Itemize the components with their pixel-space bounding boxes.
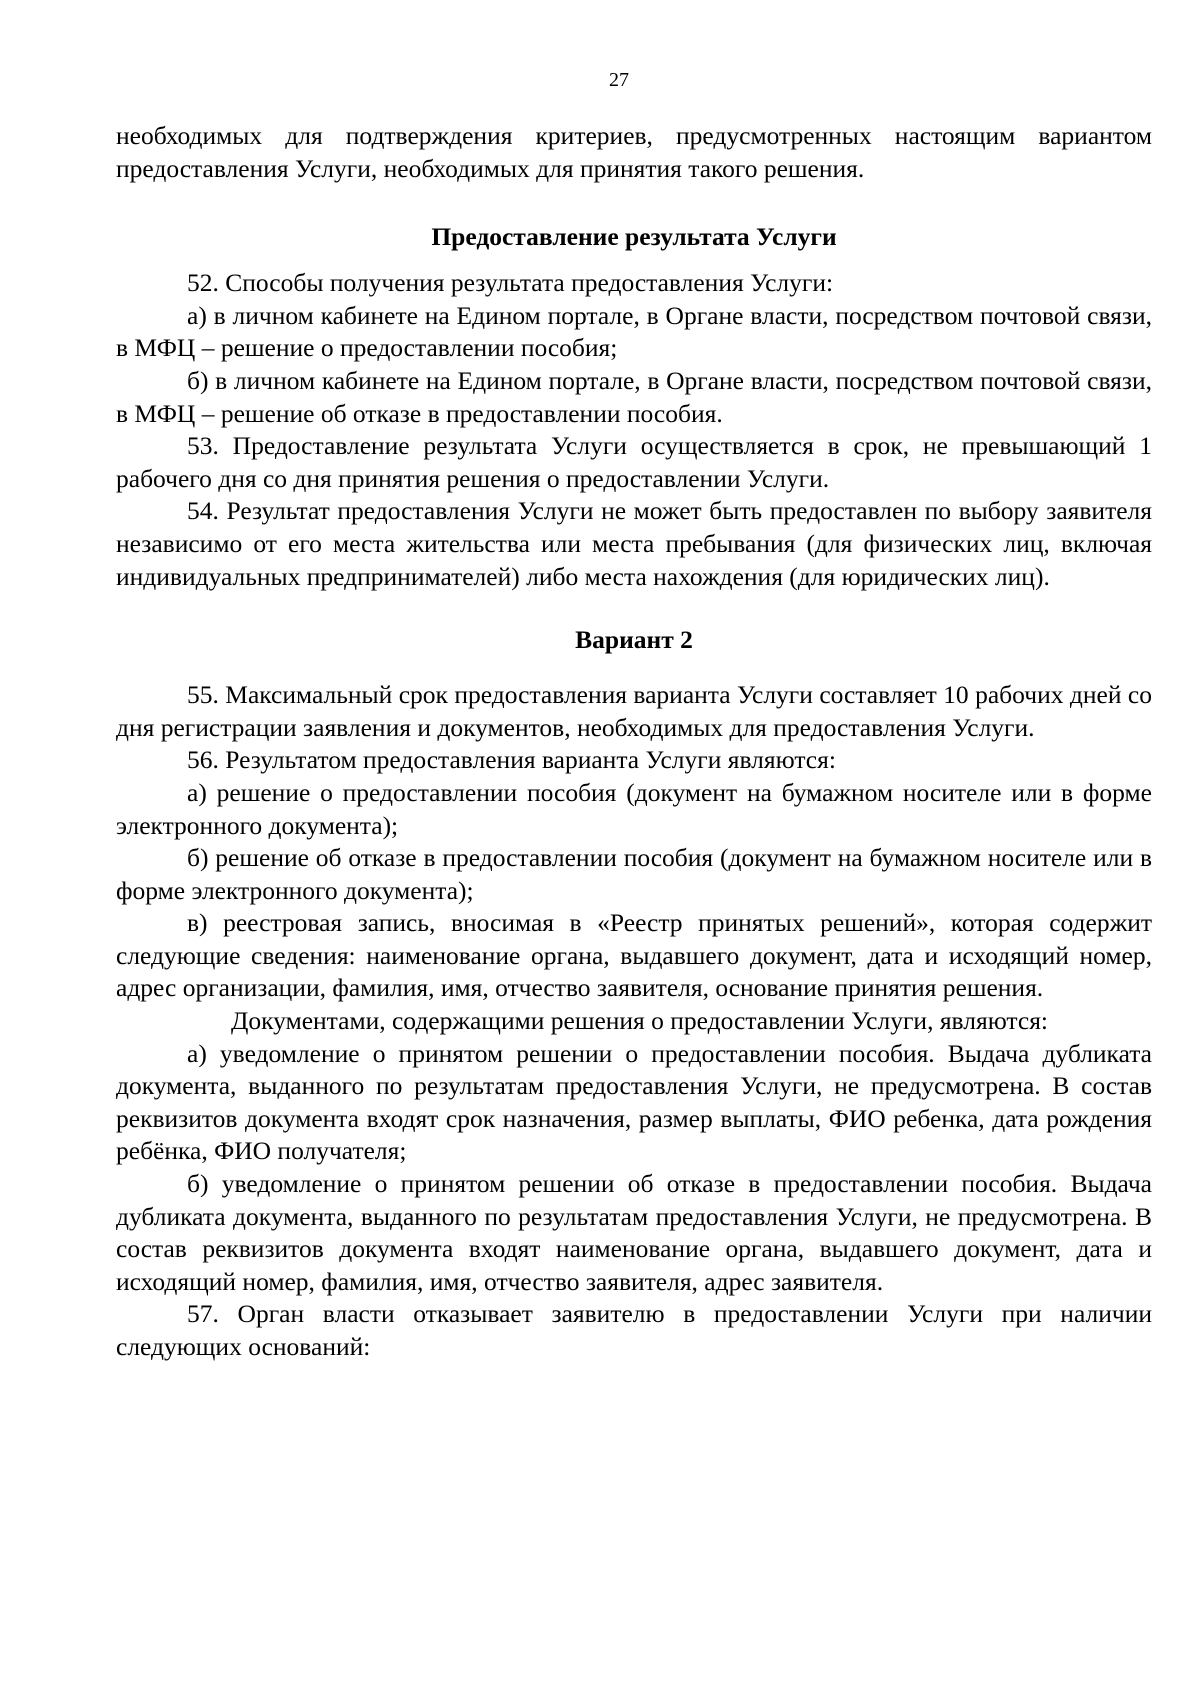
- section-heading-result: Предоставление результата Услуги: [431, 222, 837, 252]
- paragraph-52: 52. Способы получения результата предоставления Услуги:: [187, 268, 834, 298]
- paragraph-56-a: а) решение о предоставлении пособия (документ на бумажном носителе или в форме электронного документа);: [116, 777, 1152, 840]
- paragraph-57: 57. Орган власти отказывает заявителю в предоставлении Услуги при наличии следующих оснований:: [116, 1299, 1152, 1361]
- paragraph-documents-a: а) уведомление о принятом решении о предоставлении пособия. Выдача дубликата документа, выданного по результатам предоставления Услуги, не предусмотрена. В состав реквизитов документа входят срок назначения, размер выплаты, ФИО ребенка, дата рождения ребёнка, ФИО получателя;: [116, 1038, 1152, 1166]
- paragraph-documents-b: б) уведомление о принятом решении об отказе в предоставлении пособия. Выдача дубликата документа, выданного по результатам предоставления Услуги, не предусмотрена. В состав реквизитов документа входят наименование органа, выдавшего документ, дата и исходящий номер, фамилия, имя, отчество заявителя, адрес заявителя.: [116, 1169, 1152, 1296]
- paragraph-52-a: а) в личном кабинете на Едином портале, в Органе власти, посредством почтовой связи, в МФЦ – решение о предоставлении пособия;: [116, 300, 1152, 363]
- page-number: 27: [609, 69, 629, 91]
- paragraph-56-b: б) решение об отказе в предоставлении пособия (документ на бумажном носителе или в форме электронного документа);: [116, 843, 1152, 905]
- section-heading-variant: Вариант 2: [575, 625, 693, 655]
- intro-paragraph: необходимых для подтверждения критериев, предусмотренных настоящим вариантом предоставления Услуги, необходимых для принятия такого решения.: [116, 121, 1152, 183]
- section-result-body: [116, 267, 1152, 593]
- paragraph-53: 53. Предоставление результата Услуги осуществляется в срок, не превышающий 1 рабочего дня со дня принятия решения о предоставлении Услуги.: [116, 431, 1152, 493]
- paragraph-55: 55. Максимальный срок предоставления варианта Услуги составляет 10 рабочих дней со дня регистрации заявления и документов, необходимых для предоставления Услуги.: [116, 680, 1152, 742]
- paragraph-56-v: в) реестровая запись, вносимая в «Реестр принятых решений», которая содержит следующие сведения: наименование органа, выдавшего документ, дата и исходящий номер, адрес организации, фамилия, имя, отчество заявителя, основание принятия решения.: [116, 908, 1152, 1003]
- paragraph-documents-intro: Документами, содержащими решения о предоставлении Услуги, являются:: [231, 1006, 1049, 1036]
- document-page: [116, 66, 1152, 1364]
- paragraph-56: 56. Результатом предоставления варианта Услуги являются:: [187, 745, 836, 775]
- paragraph-52-b: б) в личном кабинете на Едином портале, в Органе власти, посредством почтовой связи, в МФЦ – решение об отказе в предоставлении пособия.: [116, 365, 1152, 428]
- section-variant-body: [116, 679, 1152, 1363]
- paragraph-54: 54. Результат предоставления Услуги не может быть предоставлен по выбору заявителя независимо от его места жительства или места пребывания (для физических лиц, включая индивидуальных предпринимателей) либо места нахождения (для юридических лиц).: [116, 496, 1152, 591]
